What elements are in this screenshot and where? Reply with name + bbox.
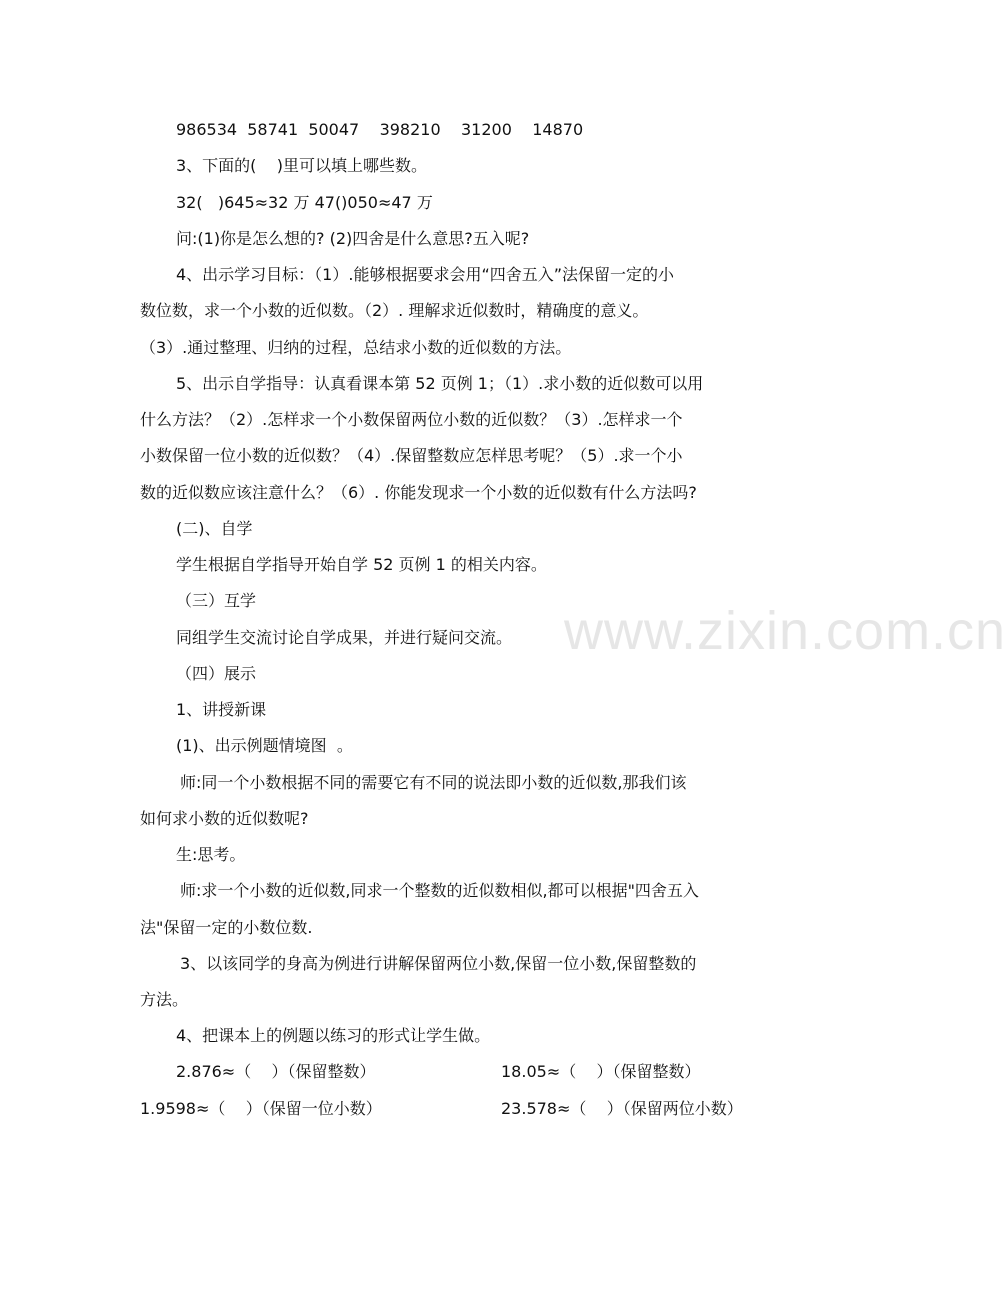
- guide-line-3: 小数保留一位小数的近似数？（4）.保留整数应怎样思考呢？（5）.求一个小: [140, 446, 683, 465]
- guide-line-4: 数的近似数应该注意什么？（6）. 你能发现求一个小数的近似数有什么方法吗?: [140, 483, 697, 502]
- example-scene: (1)、出示例题情境图 。: [176, 736, 353, 755]
- teacher-line-1: 师:同一个小数根据不同的需要它有不同的说法即小数的近似数,那我们该: [180, 773, 687, 792]
- question-3: 3、下面的( )里可以填上哪些数。: [176, 156, 428, 175]
- exercise-3: 1.9598≈（ ）（保留一位小数）: [140, 1099, 382, 1118]
- teacher-line-2: 师:求一个小数的近似数,同求一个整数的近似数相似,都可以根据"四舍五入: [180, 881, 699, 900]
- self-study-text: 学生根据自学指导开始自学 52 页例 1 的相关内容。: [176, 555, 547, 574]
- goals-line-1: 4、出示学习目标：（1）.能够根据要求会用“四舍五入”法保留一定的小: [176, 265, 675, 284]
- section-show: （四）展示: [176, 664, 257, 683]
- step-4-line: 4、把课本上的例题以练习的形式让学生做。: [176, 1026, 491, 1045]
- section-self-study: (二)、自学: [176, 519, 253, 538]
- teacher-line-2-cont: 法"保留一定的小数位数.: [140, 918, 313, 937]
- new-lesson-heading: 1、讲授新课: [176, 700, 267, 719]
- goals-line-2: 数位数，求一个小数的近似数。（2）. 理解求近似数时，精确度的意义。: [140, 301, 649, 320]
- exercise-2: 18.05≈（ ）（保留整数）: [501, 1062, 701, 1081]
- number-list: 986534 58741 50047 398210 31200 14870: [176, 120, 584, 139]
- step-3-line-1: 3、以该同学的身高为例进行讲解保留两位小数,保留一位小数,保留整数的: [180, 954, 697, 973]
- guide-line-1: 5、出示自学指导：认真看课本第 52 页例 1；（1）.求小数的近似数可以用: [176, 374, 704, 393]
- goals-line-3: （3）.通过整理、归纳的过程，总结求小数的近似数的方法。: [140, 338, 572, 357]
- peer-study-text: 同组学生交流讨论自学成果，并进行疑问交流。: [176, 628, 513, 647]
- teacher-line-1-cont: 如何求小数的近似数呢?: [140, 809, 309, 828]
- exercise-4: 23.578≈（ ）（保留两位小数）: [501, 1099, 743, 1118]
- student-line: 生:思考。: [176, 845, 246, 864]
- exercise-1: 2.876≈（ ）（保留整数）: [176, 1062, 376, 1081]
- question-ask: 问:(1)你是怎么想的? (2)四舍是什么意思?五入呢?: [176, 229, 530, 248]
- question-3-items: 32( )645≈32 万 47()050≈47 万: [176, 193, 433, 212]
- guide-line-2: 什么方法？（2）.怎样求一个小数保留两位小数的近似数？（3）.怎样求一个: [140, 410, 683, 429]
- watermark: www.zixin.com.cn: [564, 601, 1006, 661]
- step-3-line-2: 方法。: [140, 990, 189, 1009]
- section-peer-study: （三）互学: [176, 591, 257, 610]
